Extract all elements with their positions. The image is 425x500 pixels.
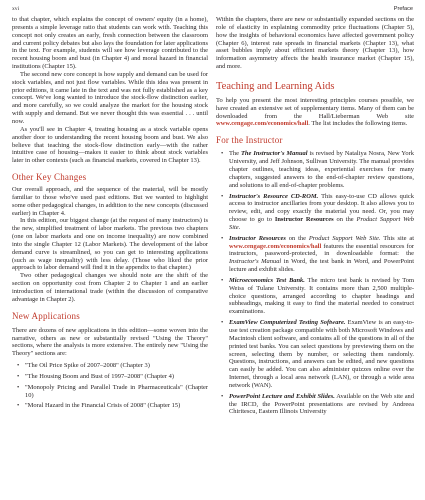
paragraph: Two other pedagogical changes we should note are the shift of the section on opportunity cost from Chapter 2 to Chapter 1 and an earlier introduction of international trade (within the discussion of comparative advantage in Chapter 2). xyxy=(12,272,208,303)
heading-other-key-changes: Other Key Changes xyxy=(12,172,87,183)
list-item: • Microeconomics Test Bank. The micro test bank is revised by Tom Weiss of Tulane University. It contains more than 2,500 multiple-choice questions, arranged according to chapter headings and subheadings, making it easy to find the material needed to construct examinations. xyxy=(229,277,414,316)
paragraph: There are dozens of new applications in this edition—some woven into the narrative, others as new or substantially revised "Using the Theory" sections, where the analysis is more extensive. The entirely new "Using the Theory" sections are: xyxy=(12,326,208,358)
instructor-items xyxy=(216,150,414,416)
list-item: • "Moral Hazard in the Financial Crisis of 2008" (Chapter 15) xyxy=(25,402,208,410)
list-item: • ExamView Computerized Testing Software. ExamView is an easy-to-use test creation package compatible with both Microsoft Windows and Macintosh client software, and contains all of the questions in all of the printed test banks. You can select questions by previewing them on the screen, selecting them by number, or selecting them randomly. Questions, instructions, and answers can be edited, and new questions can easily be added. You can also administer quizzes online over the Internet, through a local area network (LAN), or through a wide area network (WAN). xyxy=(229,319,414,390)
list-item: • "Monopoly Pricing and Parallel Trade in Pharmaceuticals" (Chapter 10) xyxy=(25,384,208,400)
website-link[interactable]: www.cengage.com/economics/hall xyxy=(229,242,322,250)
list-item: • "The Housing Boom and Bust of 1997–2008" (Chapter 4) xyxy=(25,373,208,381)
page-header xyxy=(12,6,413,16)
list-item: • Instructor Resources on the Product Support Web Site. This site at www.cengage.com/economics/hall features the essential resources for instructors, password-protected, in downloadable format: the Instructor's Manual in Word, the test bank in Word, and PowerPoint lecture and exhibit slides. xyxy=(229,235,414,274)
list-item: • "The Oil Price Spike of 2007–2008" (Chapter 3) xyxy=(25,362,208,370)
paragraph: In this edition, our biggest change (at the request of many instructors) is the new, simplified treatment of labor markets. The previous two chapters (one on labor markets and one on income inequality) are now combined into the single Chapter 12 (Labor Markets). The development of the labor demand curve is streamlined, so you can get to interesting applications (such as wage inequality) with less delay. (Those who liked the prior approach to labor demand will find it in the appendix to that chapter.) xyxy=(12,217,208,272)
page-number: xvi xyxy=(12,6,20,12)
list-item: • PowerPoint Lecture and Exhibit Slides. Available on the Web site and the IRCD, the PowerPoint presentations are revised by Andreea Chiritescu, Eastern Illinois University xyxy=(229,393,414,417)
paragraph: to that chapter, which explains the concept of owners' equity (in a home), presents a simple leverage ratio that students can work with. Teaching this concept not only creates an early, fresh connection between the classroom and current policy debates but also lays the foundation for later applications in the text. For example, students will see how leverage contributed to the recent housing boom and bust (in Chapter 4) and moral hazard in financial institutions (Chapter 15). xyxy=(12,16,208,71)
left-column xyxy=(12,16,208,410)
right-column xyxy=(216,16,414,416)
heading-for-the-instructor: For the Instructor xyxy=(216,135,283,146)
paragraph: The second new core concept is how supply and demand can be used for stock variables, and not just flow variables. While this idea was present in prior editions, it came late in the text and was not fully established as a key concept. We've long wanted to introduce the stock-flow distinction earlier, and more carefully, so we could analyze the market for the housing stock with supply and demand. But we never thought this was essential . . . until now. xyxy=(12,70,208,125)
list-item: • The The Instructor's Manual is revised by Nataliya Nosra, New York University, and Jeff Johnson, Sullivan University. The manual provides chapter outlines, teaching ideas, experiential exercises for many chapters, suggested answers to the end-of-chapter review questions, and solutions to all end-of-chapter problems. xyxy=(229,150,414,189)
website-link[interactable]: www.cengage.com/economics/hall xyxy=(216,120,309,128)
paragraph: As you'll see in Chapter 4, treating housing as a stock variable opens another door to understanding the recent housing boom and bust. We also believe that teaching the stock-flow distinction early—with the rather intuitive case of housing—makes it easier to think about stock variables later in other contexts (such as financial markets, covered in Chapter 13). xyxy=(12,125,208,165)
paragraph: Our overall approach, and the sequence of the material, will be mostly familiar to those who've used past editions. But we wanted to highlight some other pedagogical changes, in addition to the new concepts (discussed earlier) in Chapter 4. xyxy=(12,186,208,217)
paragraph: Within the chapters, there are new or substantially expanded sections on the role of elasticity in explaining commodity price fluctuations (Chapter 5), how the insights of behavioral economics have affected government policy (Chapter 6), interest rate spreads in financial markets (Chapter 13), what asset bubbles imply about efficient markets theory (Chapter 13), how information asymmetry affects the health insurance market (Chapter 15), and more. xyxy=(216,16,414,71)
running-head: Preface xyxy=(393,6,413,12)
heading-new-applications: New Applications xyxy=(12,310,80,321)
heading-teaching-learning-aids: Teaching and Learning Aids xyxy=(216,80,335,92)
applications-list xyxy=(12,362,208,410)
list-item: • Instructor's Resource CD-ROM. This easy-to-use CD allows quick access to instructor ancillaries from your desktop. It also allows you to review, edit, and copy exactly the material you need. Or, you may choose to go to Instructor Resources on the Product Support Web Site. xyxy=(229,193,414,232)
paragraph: To help you present the most interesting principles courses possible, we have created an extensive set of supplementary items. Many of them can be downloaded from the Hall/Lieberman Web site www.cengage.com/economics/hall. The list includes the following items. xyxy=(216,96,414,128)
